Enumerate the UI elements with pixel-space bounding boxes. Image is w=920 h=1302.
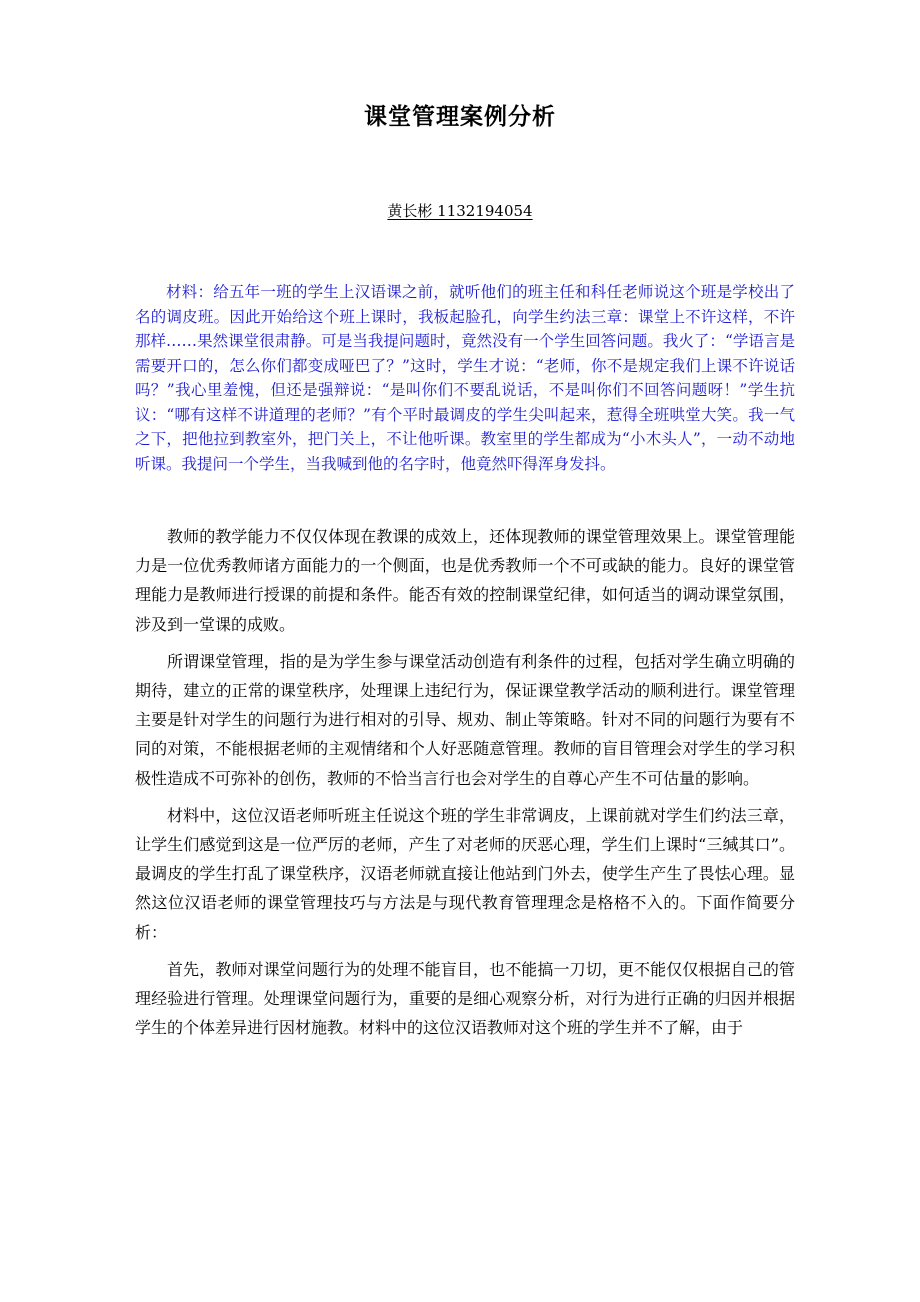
paragraph: 材料中，这位汉语老师听班主任说这个班的学生非常调皮，上课前就对学生们约法三章，让学生们感觉到这是一位严厉的老师，产生了对老师的厌恶心理，学生们上课时“三缄其口”。最调皮的学生打乱了课堂秩序，汉语老师就直接让他站到门外去，使学生产生了畏怯心理。显然这位汉语老师的课堂管理技巧与方法是与现代教育管理理念是格格不入的。下面作简要分析： — [135, 805, 795, 942]
page-title: 课堂管理案例分析 — [364, 104, 556, 130]
author-line — [0, 200, 920, 221]
paragraph: 所谓课堂管理，指的是为学生参与课堂活动创造有利条件的过程，包括对学生确立明确的期待，建立的正常的课堂秩序，处理课上违纪行为，保证课堂教学活动的顺利进行。课堂管理主要是针对学生的问题行为进行相对的引导、规劝、制止等策略。针对不同的问题行为要有不同的对策，不能根据老师的主观情绪和个人好恶随意管理。教师的盲目管理会对学生的学习积极性造成不可弥补的创伤，教师的不恰当言行也会对学生的自尊心产生不可估量的影响。 — [135, 651, 795, 788]
paragraph: 教师的教学能力不仅仅体现在教课的成效上，还体现教师的课堂管理效果上。课堂管理能力是一位优秀教师诸方面能力的一个侧面，也是优秀教师一个不可或缺的能力。良好的课堂管理能力是教师进行授课的前提和条件。能否有效的控制课堂纪律，如何适当的调动课堂氛围，涉及到一堂课的成败。 — [135, 527, 795, 634]
author-name-id: 黄长彬 1132194054 — [387, 202, 533, 220]
case-material: 材料：给五年一班的学生上汉语课之前，就听他们的班主任和科任老师说这个班是学校出了名的调皮班。因此开始给这个班上课时，我板起脸孔，向学生约法三章：课堂上不许这样，不许那样……果然课堂很肃静。可是当我提问题时，竟然没有一个学生回答问题。我火了：“学语言是需要开口的，怎么你们都变成哑巴了？”这时，学生才说：“老师，你不是规定我们上课不许说话吗？”我心里羞愧，但还是强辩说：“是叫你们不要乱说话，不是叫你们不回答问题呀！”学生抗议：“哪有这样不讲道理的老师？”有个平时最调皮的学生尖叫起来，惹得全班哄堂大笑。我一气之下，把他拉到教室外，把门关上，不让他听课。教室里的学生都成为“小木头人”，一动不动地听课。我提问一个学生，当我喊到他的名字时，他竟然吓得浑身发抖。 — [135, 283, 795, 473]
analysis-body — [135, 522, 795, 1050]
paragraph: 首先，教师对课堂问题行为的处理不能盲目，也不能搞一刀切，更不能仅仅根据自己的管理经验进行管理。处理课堂问题行为，重要的是细心观察分析，对行为进行正确的归因并根据学生的个体差异进行因材施教。材料中的这位汉语教师对这个班的学生并不了解，由于 — [135, 959, 795, 1038]
